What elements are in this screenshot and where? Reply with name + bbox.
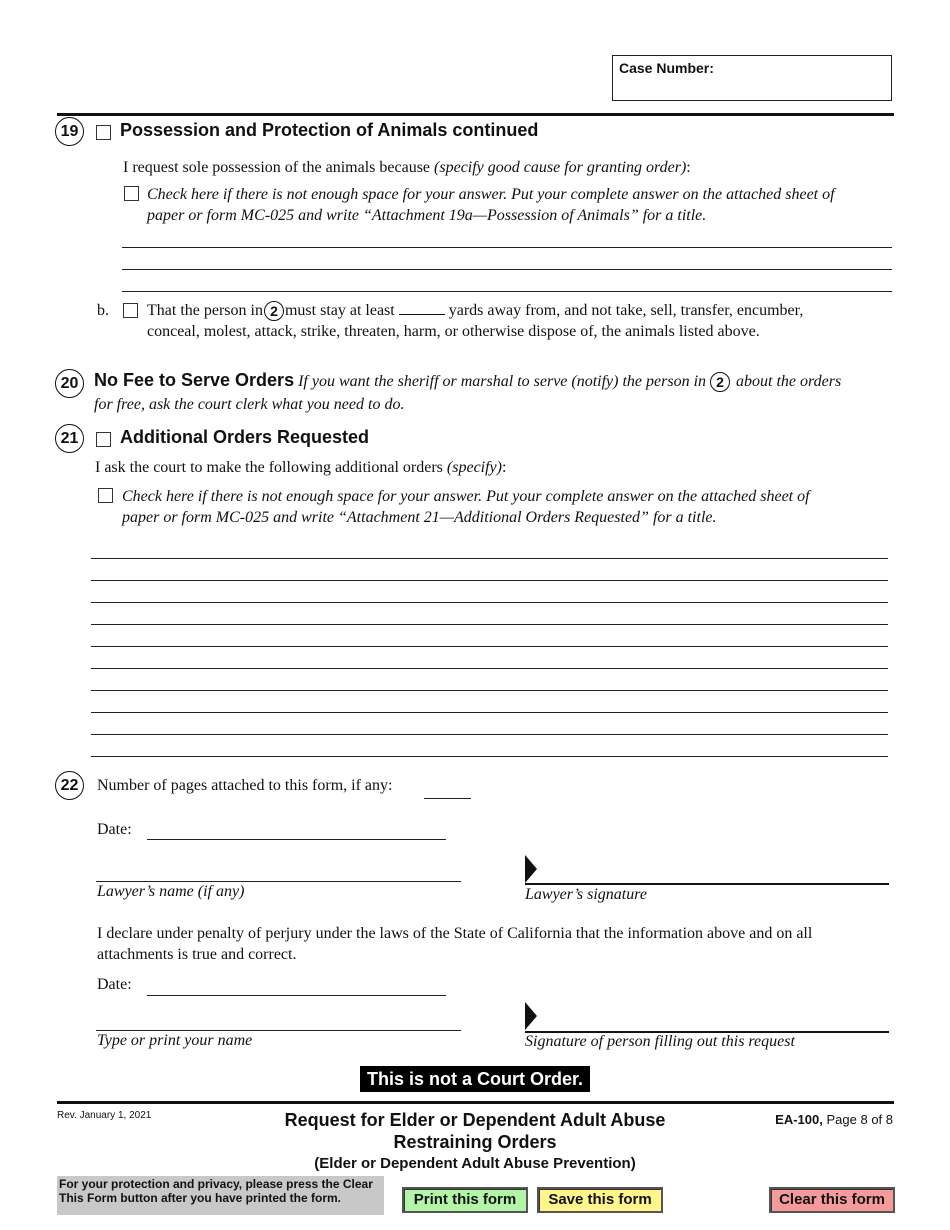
item-21-space-text-1: Check here if there is not enough space for your answer. Put your complete answer on the attached sheet of xyxy=(122,488,810,505)
item-19b-label: b. xyxy=(97,302,109,319)
declaration-text-1: I declare under penalty of perjury under the laws of the State of California that the information above and on all xyxy=(97,925,813,942)
item-19-number: 19 xyxy=(55,117,84,146)
item-19b-checkbox[interactable] xyxy=(123,303,138,318)
yards-field[interactable] xyxy=(399,300,445,315)
item-19-answer-line[interactable] xyxy=(122,291,892,292)
clear-form-button[interactable]: Clear this form xyxy=(769,1187,895,1213)
item-21-checkbox[interactable] xyxy=(96,432,111,447)
declaration-text-2: attachments is true and correct. xyxy=(97,946,297,963)
item-21-answer-line[interactable] xyxy=(91,712,888,713)
person-2-ref: 2 xyxy=(710,372,730,392)
item-21-answer-line[interactable] xyxy=(91,602,888,603)
item-21-answer-line[interactable] xyxy=(91,580,888,581)
case-number-field[interactable] xyxy=(612,55,892,101)
item-21-answer-line[interactable] xyxy=(91,734,888,735)
item-19b-text: That the person in 2 must stay at least yards away from, and not take, sell, transfer, encumber, xyxy=(147,302,804,320)
item-21-space-checkbox[interactable] xyxy=(98,488,113,503)
item-21-answer-line[interactable] xyxy=(91,624,888,625)
item-21-space-text-2: paper or form MC-025 and write “Attachment 21—Additional Orders Requested” for a title. xyxy=(122,509,717,526)
case-number-label: Case Number: xyxy=(619,60,714,76)
item-20-number: 20 xyxy=(55,369,84,398)
privacy-notice: For your protection and privacy, please press the Clear This Form button after you have printed the form. xyxy=(57,1176,384,1215)
date-field[interactable] xyxy=(147,839,446,840)
print-form-button[interactable]: Print this form xyxy=(402,1187,528,1213)
date-label: Date: xyxy=(97,821,132,838)
item-21-request: I ask the court to make the following additional orders (specify): xyxy=(95,459,507,476)
item-21-answer-line[interactable] xyxy=(91,558,888,559)
item-20-title: No Fee to Serve Orders xyxy=(94,370,295,390)
pages-attached-label: Number of pages attached to this form, if any: xyxy=(97,777,393,794)
item-21-answer-line[interactable] xyxy=(91,690,888,691)
item-19-checkbox[interactable] xyxy=(96,125,111,140)
item-21-answer-line[interactable] xyxy=(91,756,888,757)
item-21-answer-line[interactable] xyxy=(91,668,888,669)
item-19-answer-line[interactable] xyxy=(122,269,892,270)
signature-arrow-icon xyxy=(525,855,537,883)
form-page-id: EA-100, Page 8 of 8 xyxy=(775,1112,893,1127)
date-label-2: Date: xyxy=(97,976,132,993)
item-20-text-2: for free, ask the court clerk what you need to do. xyxy=(94,396,405,413)
date-field-2[interactable] xyxy=(147,995,446,996)
item-19b-text-2: conceal, molest, attack, strike, threaten, harm, or otherwise dispose of, the animals listed above. xyxy=(147,323,760,340)
pages-attached-field[interactable] xyxy=(424,798,471,799)
item-19-title: Possession and Protection of Animals continued xyxy=(120,120,539,140)
form-title-1: Request for Elder or Dependent Adult Abuse xyxy=(284,1110,666,1130)
person-2-ref: 2 xyxy=(264,301,284,321)
save-form-button[interactable]: Save this form xyxy=(537,1187,663,1213)
footer-rule xyxy=(57,1101,894,1104)
item-19-space-text-1: Check here if there is not enough space for your answer. Put your complete answer on the attached sheet of xyxy=(147,186,835,203)
item-19-space-checkbox[interactable] xyxy=(124,186,139,201)
top-rule xyxy=(57,113,894,116)
not-court-order-notice: This is not a Court Order. xyxy=(360,1066,590,1092)
form-subtitle: (Elder or Dependent Adult Abuse Prevention) xyxy=(314,1155,636,1172)
revision-date: Rev. January 1, 2021 xyxy=(57,1110,152,1121)
item-21-title: Additional Orders Requested xyxy=(120,427,370,447)
item-20-text: No Fee to Serve Orders If you want the sheriff or marshal to serve (notify) the person in 2 about the orders xyxy=(94,370,842,391)
item-19-answer-line[interactable] xyxy=(122,247,892,248)
item-19-space-text-2: paper or form MC-025 and write “Attachment 19a—Possession of Animals” for a title. xyxy=(147,207,707,224)
lawyer-name-label: Lawyer’s name (if any) xyxy=(97,883,245,900)
item-22-number: 22 xyxy=(55,771,84,800)
item-19-request: I request sole possession of the animals because (specify good cause for granting order): xyxy=(123,159,691,176)
signature-arrow-icon xyxy=(525,1002,537,1030)
form-title-2: Restraining Orders xyxy=(393,1132,557,1152)
lawyer-signature-label: Lawyer’s signature xyxy=(525,886,647,903)
signature-label: Signature of person filling out this request xyxy=(525,1033,795,1050)
print-name-label: Type or print your name xyxy=(97,1032,253,1049)
item-21-answer-line[interactable] xyxy=(91,646,888,647)
item-21-number: 21 xyxy=(55,424,84,453)
